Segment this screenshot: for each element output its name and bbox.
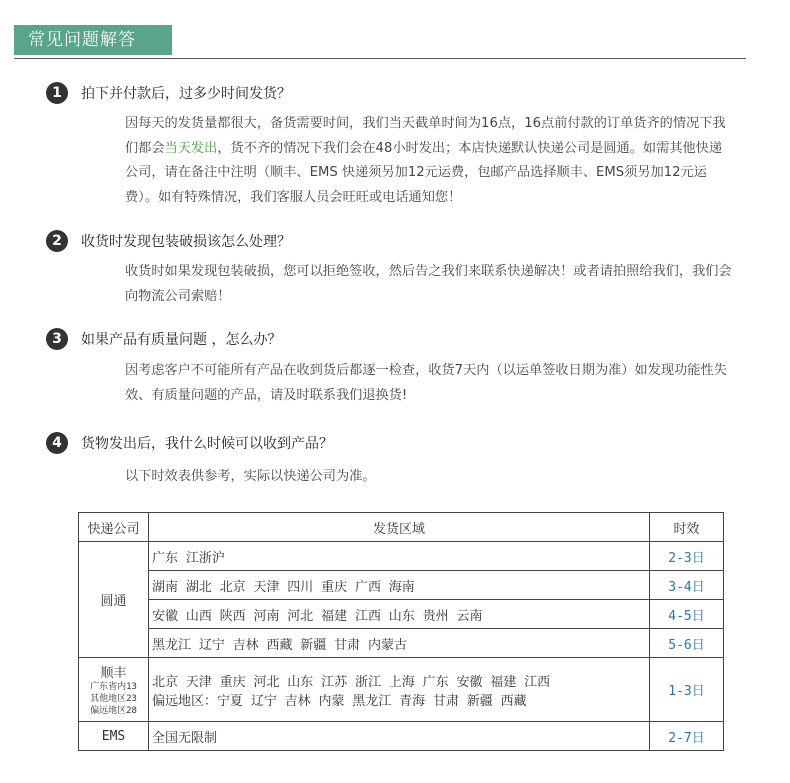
region-cell: 湖南 湖北 北京 天津 四川 重庆 广西 海南 — [149, 571, 650, 600]
table-row — [79, 542, 724, 571]
region-cell: 黑龙江 辽宁 吉林 西藏 新疆 甘肃 内蒙古 — [149, 629, 650, 658]
faq-answer-2: 收货时如果发现包装破损，您可以拒绝签收，然后告之我们来联系快递解决！或者请拍照给我们，我们会向物流公司索赔！ — [125, 264, 732, 304]
section-title: 常见问题解答 — [14, 25, 172, 55]
shipping-time-table — [78, 512, 724, 751]
time-cell: 5-6日 — [650, 629, 724, 658]
header-region: 发货区域 — [149, 513, 650, 542]
header-divider — [14, 58, 746, 59]
sf-fee-local: 广东省内13 — [90, 682, 137, 692]
number-3-icon: 3 — [46, 328, 68, 350]
header-carrier: 快递公司 — [79, 513, 149, 542]
sf-fee-other: 其他地区23 — [90, 694, 137, 704]
faq-question: 如果产品有质量问题 ，怎么办？ — [81, 332, 282, 348]
sf-name: 顺丰 — [100, 666, 127, 681]
region-cell: 全国无限制 — [149, 722, 650, 751]
table-row — [79, 629, 724, 658]
sf-fee-remote: 偏远地区28 — [90, 706, 137, 716]
region-cell: 安徽 山西 陕西 河南 河北 福建 江西 山东 贵州 云南 — [149, 600, 650, 629]
carrier-ems: EMS — [79, 722, 149, 751]
table-row — [79, 658, 724, 722]
carrier-yto: 圆通 — [79, 542, 149, 658]
table-row — [79, 600, 724, 629]
same-day-highlight: 当天发出 — [164, 140, 218, 156]
number-4-icon: 4 — [46, 432, 68, 454]
region-cell — [149, 658, 650, 722]
faq-answer-4: 以下时效表供参考，实际以快递公司为准。 — [125, 469, 376, 484]
faq-question: 货物发出后，我什么时候可以收到产品？ — [81, 436, 333, 452]
faq-answer-3: 因考虑客户不可能所有产品在收到货后都逐一检查，收货7天内（以运单签收日期为准）如发现功能性失效、有质量问题的产品，请及时联系我们退换货! — [125, 363, 727, 403]
sf-region-line-1: 北京 天津 重庆 河北 山东 江苏 浙江 上海 广东 安徽 福建 江西 — [152, 674, 551, 690]
table-header-row — [79, 513, 724, 542]
table-row — [79, 722, 724, 751]
section-header — [14, 25, 746, 61]
faq-question: 拍下并付款后，过多少时间发货？ — [81, 86, 291, 102]
time-cell: 1-3日 — [650, 658, 724, 722]
header-time: 时效 — [650, 513, 724, 542]
faq-answer-1: 因每天的发货量都很大，备货需要时间，我们当天截单时间为16点，16点前付款的订单货齐的情况下我们都会当天发出，货不齐的情况下我们会在48小时发出；本店快递默认快递公司是圆通。如需其他快递公司，请在备注中注明（顺丰、EMS 快递须另加12元运费，包邮产品选择顺丰、EMS须另加12元运费）。如有特殊情况，我们客服人员会旺旺或电话通知您！ — [125, 116, 726, 205]
faq-question: 收货时发现包装破损该怎么处理？ — [81, 234, 291, 250]
number-2-icon: 2 — [46, 230, 68, 252]
time-cell: 2-3日 — [650, 542, 724, 571]
sf-region-line-2: 偏远地区：宁夏 辽宁 吉林 内蒙 黑龙江 青海 甘肃 新疆 西藏 — [152, 693, 527, 709]
time-cell: 2-7日 — [650, 722, 724, 751]
table-row — [79, 571, 724, 600]
number-1-icon: 1 — [46, 82, 68, 104]
time-cell: 4-5日 — [650, 600, 724, 629]
region-cell: 广东 江浙沪 — [149, 542, 650, 571]
time-cell: 3-4日 — [650, 571, 724, 600]
carrier-sf — [79, 658, 149, 722]
